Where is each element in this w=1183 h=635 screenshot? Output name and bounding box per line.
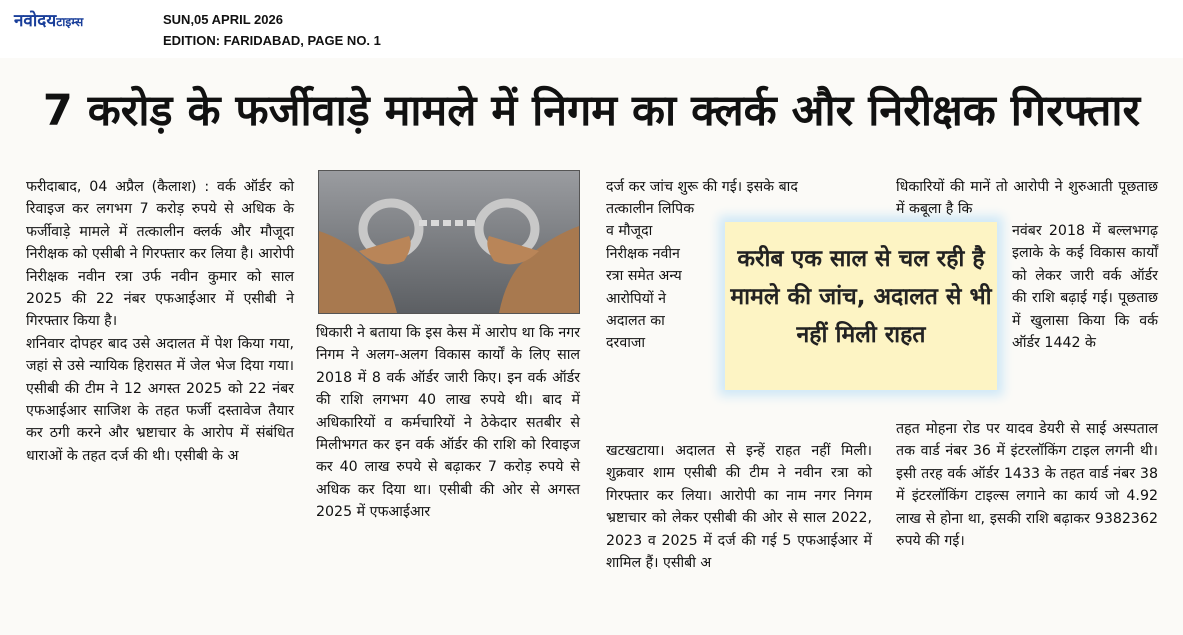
pull-quote-text: करीब एक साल से चल रही है मामले की जांच, अदालत से भी नहीं मिली राहत bbox=[730, 246, 992, 348]
handcuffs-photo bbox=[318, 170, 580, 314]
pull-quote bbox=[725, 222, 997, 390]
article-headline: 7 करोड़ के फर्जीवाड़े मामले में निगम का क्लर्क और निरीक्षक गिरफ्तार bbox=[42, 86, 1141, 136]
article-column-4-narrow: नवंबर 2018 में बल्लभगढ़ इलाके के कई विकास कार्यों को लेकर जारी वर्क ऑर्डर की राशि बढ़ाई गई। पूछताछ में खुलासा किया कि वर्क ऑर्डर 1442 के bbox=[1012, 223, 1158, 352]
newspaper-logo[interactable] bbox=[14, 8, 83, 31]
logo-main: नवोदय bbox=[14, 11, 57, 31]
paragraph: शनिवार दोपहर बाद उसे अदालत में पेश किया गया, जहां से उसे न्यायिक हिरासत में जेल भेज दिया गया। एसीबी की टीम ने 12 अगस्त 2025 को 22 नंबर एफआईआर साजिश के तहत फर्जी दस्तावेज तैयार कर ठगी करने और भ्रष्टाचार के आरोप में संबंधित धाराओं के तहत दर्ज की थी। एसीबी के अ bbox=[26, 335, 294, 464]
article-column-3-narrow: तत्कालीन लिपिक व मौजूदा निरीक्षक नवीन रत्रा समेत अन्य आरोपियों ने अदालत का दरवाजा bbox=[606, 201, 695, 352]
article-column-1 bbox=[26, 176, 294, 467]
paragraph: फरीदाबाद, 04 अप्रैल (कैलाश) : वर्क ऑर्डर को रिवाइज कर लगभग 7 करोड़ रुपये से अधिक के फर्जीवाड़े मामले में तत्कालीन क्लर्क और मौजूदा निरीक्षक को एसीबी ने गिरफ्तार कर लिया है। आरोपी निरीक्षक नवीन रत्रा उर्फ नवीन कुमार को साल 2025 की 22 नंबर एफआईआर में एसीबी ने गिरफ्तार किया है। bbox=[26, 179, 294, 330]
paragraph: धिकारी ने बताया कि इस केस में आरोप था कि नगर निगम ने अलग-अलग विकास कार्यों के लिए साल 2018 में 8 वर्क ऑर्डर जारी किए। इन वर्क ऑर्डर की राशि लगभग 40 लाख रुपये थी। बाद में अधिकारियों व कर्मचारियों ने ठेकेदार सतबीर से मिलीभगत कर इन वर्क ऑर्डर की राशि को रिवाइज कर 40 लाख रुपये से बढ़ाकर 7 करोड़ रुपये से अधिक कर दिया था। एसीबी की ओर से अगस्त 2025 में एफआईआर bbox=[316, 325, 580, 521]
handcuffs-icon bbox=[319, 171, 579, 313]
edition-info bbox=[163, 9, 381, 51]
edition-page: EDITION: FARIDABAD, PAGE NO. 1 bbox=[163, 33, 381, 48]
article-column-2 bbox=[316, 322, 580, 524]
masthead-bar bbox=[0, 0, 1183, 59]
article-column-3-top: दर्ज कर जांच शुरू की गई। इसके बाद bbox=[606, 179, 798, 195]
edition-date: SUN,05 APRIL 2026 bbox=[163, 12, 283, 27]
article-column-4-top: धिकारियों की मानें तो आरोपी ने शुरुआती पूछताछ में कबूला है कि bbox=[896, 179, 1158, 218]
article-column-3-bottom: खटखटाया। अदालत से इन्हें राहत नहीं मिली। शुक्रवार शाम एसीबी की टीम ने नवीन रत्रा को गिरफ्तार कर लिया। आरोपी का नाम नगर निगम भ्रष्टाचार को लेकर एसीबी की ओर से साल 2022, 2023 व 2025 में दर्ज की गई 5 एफआईआर में शामिल हैं। एसीबी अ bbox=[606, 443, 872, 572]
article-column-4-bottom: तहत मोहना रोड पर यादव डेयरी से साई अस्पताल तक वार्ड नंबर 36 में इंटरलॉकिंग टाइल लगनी थी। इसी तरह वर्क ऑर्डर 1433 के तहत वार्ड नंबर 38 में इंटरलॉकिंग टाइल्स लगाने का कार्य जो 4.92 लाख से होना था, इसकी राशि बढ़ाकर 9382362 रुपये की गई। bbox=[896, 421, 1158, 550]
logo-sub: टाइम्स bbox=[56, 15, 84, 29]
